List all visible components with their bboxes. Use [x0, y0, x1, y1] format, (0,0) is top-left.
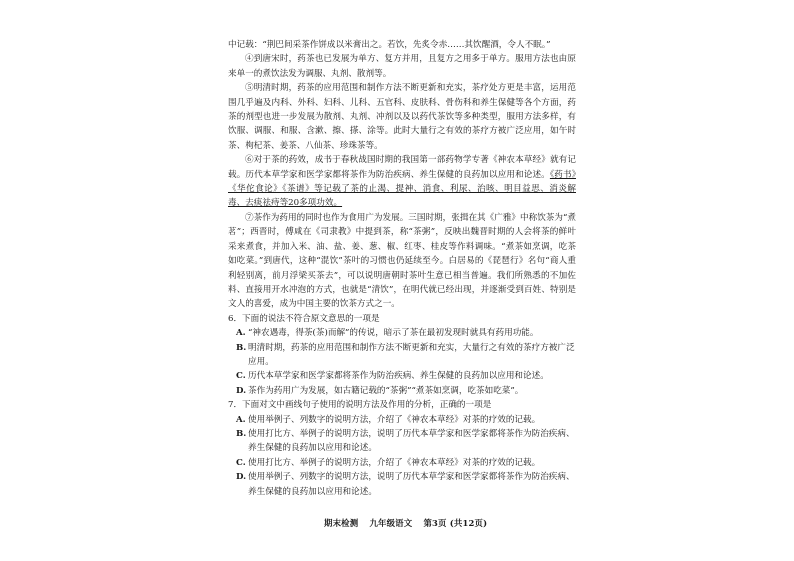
passage-paragraph-4: ④到唐宋时，药茶也已发展为单方、复方并用，且复方之用多于单方。服用方法也由原来单一的煮饮法发为调服、丸剂、散剂等。: [228, 54, 576, 79]
question-6-option-c[interactable]: [228, 369, 576, 383]
question-6-option-b[interactable]: [228, 341, 576, 370]
question-6-stem: 6．下面的说法不符合原文意思的一项是: [228, 313, 380, 324]
option-text: 使用打比方、举例子的说明方法，介绍了《神农本草经》对茶的疗效的记载。: [248, 457, 541, 468]
question-7-option-d[interactable]: [228, 470, 576, 499]
footer-page-number: 第3页 (共12页): [423, 518, 488, 528]
option-text: 使用举例子、列数字的说明方法，说明了历代本草学家和医学家都将茶作为防治疾病、养生保健的良药加以应用和论述。: [248, 472, 575, 497]
question-7-option-b[interactable]: [228, 427, 576, 456]
footer-subject: 九年级语文: [369, 518, 413, 528]
option-letter: D.: [236, 385, 247, 396]
passage-paragraph-5: ⑤明清时期，药茶的应用范围和制作方法不断更新和充实，茶疗处方更是丰富，运用范围几乎遍及内科、外科、妇科、儿科、五官科、皮肤科、骨伤科和养生保健等各个方面，药茶的剂型也进一步发展为散剂、丸剂、冲剂以及以药代茶饮等多种类型，服用方法多样，有饮服、调服、和服、含漱、擦、搽、涂等。此时大量行之有效的茶疗方被广泛应用，如午时茶、枸杞茶、姜茶、八仙茶、珍珠茶等。: [228, 83, 576, 151]
option-text: 使用举例子、列数字的说明方法，介绍了《神农本草经》对茶的疗效的记载。: [248, 414, 541, 425]
option-letter: B.: [236, 342, 247, 353]
option-letter: C.: [236, 457, 246, 468]
option-letter: B.: [236, 428, 247, 439]
question-6: [228, 312, 576, 398]
question-7-option-c[interactable]: [228, 456, 576, 470]
question-6-option-d[interactable]: [228, 384, 576, 398]
option-letter: A.: [236, 414, 246, 425]
question-7-option-a[interactable]: [228, 413, 576, 427]
paragraph-6-text: ⑥对于茶的药效，成书于春秋战国时期的我国第一部药物学专著《神农本草经》就有记载。历代本草学家和医学家都将茶作为防治疾病、养生保健的良药加以应用和论述。: [228, 155, 576, 180]
question-7-stem: 7．下面对文中画线句子使用的说明方法及作用的分析，正确的一项是: [228, 400, 492, 411]
option-letter: D.: [236, 472, 247, 483]
page-footer: [324, 517, 488, 529]
underlined-sentence: 《药书》《华佗食论》《茶谱》等记载了茶的止渴、提神、消食、利尿、治咳、明目益思、消炎解毒、去痰祛痔等20多项功效。: [228, 169, 576, 209]
option-text: 茶作为药用广为发展，如古籍记载的“茶粥”“煮茶如烹调，吃茶如吃菜”。: [248, 385, 524, 396]
footer-exam: 期末检测: [324, 518, 359, 528]
question-6-option-a[interactable]: [228, 326, 576, 340]
passage-paragraph-3-end: 中记载：“荆巴间采茶作饼成以米膏出之。若饮，先炙令赤……其饮醒酒，令人不眠。”: [228, 40, 551, 50]
option-letter: A.: [236, 328, 246, 339]
exam-page: [228, 38, 576, 499]
passage-paragraph-6: [228, 153, 576, 211]
option-text: “神农遇毒，得荼(茶)而解”的传说，暗示了茶在最初发现时就具有药用功能。: [248, 328, 539, 339]
passage-paragraph-7: ⑦茶作为药用的同时也作为食用广为发展。三国时期，张揖在其《广雅》中称饮茶为“煮茗”；西晋时，傅咸在《司隶教》中提到茶，称“茶粥”，反映出魏晋时期的人会将茶的鲜叶采来煮食，并加入米、油、盐、姜、葱、椒、红枣、桂皮等作料调味。“煮茶如烹调，吃茶如吃菜。”到唐代，这种“混饮”茶叶的习惯也仍延续至今。白居易的《琵琶行》名句“商人重利轻别离，前月浮梁买茶去”，可以说明唐朝时茶叶生意已相当普遍。我们所熟悉的不加佐料、直接用开水冲泡的方式，也就是“清饮”，在明代就已经出现，并逐渐受到百姓、特别是文人的喜爱，成为中国主要的饮茶方式之一。: [228, 212, 576, 310]
option-text: 使用打比方、举例子的说明方法，说明了历代本草学家和医学家都将茶作为防治疾病、养生保健的良药加以应用和论述。: [248, 428, 575, 454]
question-7: [228, 398, 576, 499]
option-text: 明清时期，药茶的应用范围和制作方法不断更新和充实，大量行之有效的茶疗方被广泛应用。: [248, 342, 575, 367]
option-text: 历代本草学家和医学家都将茶作为防治疾病、养生保健的良药加以应用和论述。: [248, 371, 549, 382]
option-letter: C.: [236, 371, 246, 382]
